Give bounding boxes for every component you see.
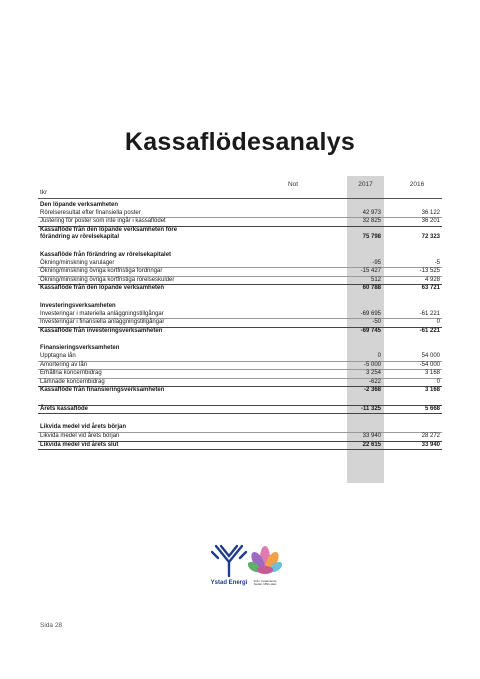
total-row: Kassaflöde från den löpande verksamheten före xyxy=(38,226,442,235)
ystad-energi-name: Ystad Energi xyxy=(210,580,248,586)
table-header xyxy=(38,176,442,198)
section-heading: Finansieringsverksamheten xyxy=(40,345,120,352)
ystad-energi-logo xyxy=(208,540,250,590)
lotus-caption: Från Ystadsande Sedan 1891-talet xyxy=(253,579,277,587)
section-heading: Likvida medel vid årets början xyxy=(40,424,127,431)
total-row: Kassaflöde från investeringsverksamheten -69 745 -61 221 xyxy=(40,327,440,334)
table-row: Amortering av lån -5 000 -54 000 xyxy=(40,361,440,368)
header-rule xyxy=(38,198,442,199)
table-row: Investeringar i finansiella anläggningstillgångar -50 0 xyxy=(40,319,440,326)
section-heading: Den löpande verksamheten xyxy=(40,202,119,208)
table-row: Likvida medel vid årets början 33 940 28 272 xyxy=(40,433,440,440)
unit-label: tkr xyxy=(40,189,48,196)
table-row: Justering för poster som inte ingår i kassaflödet 32 825 36 201 xyxy=(40,218,440,225)
year1-header: 2017 xyxy=(358,181,373,188)
table-row: Erhållna koncernbidrag 3 254 3 168 xyxy=(40,370,440,377)
closing-cash-row: Likvida medel vid årets slut 22 615 33 940 xyxy=(38,441,442,451)
total-row: Kassaflöde från den löpande verksamheten 60 788 63 721 xyxy=(40,285,440,292)
table-row: Lämnade koncernbidrag -622 0 xyxy=(40,378,440,385)
table-row: Ökning/minskning övriga kortfristiga rörelseskulder 512 4 928 xyxy=(40,276,440,283)
annual-cashflow-row: Årets kassaflöde -11 325 5 668 xyxy=(38,405,442,415)
table-row: Rörelseresultat efter finansiella poster 42 973 36 122 xyxy=(40,209,440,216)
lotus-flower-icon xyxy=(248,540,282,580)
table-row: Investeringar i materiella anläggningstillgångar -69 695 -61 221 xyxy=(40,310,440,317)
cashflow-table xyxy=(38,176,442,450)
section-heading: Kassaflöde från förändring av rörelsekapitalet xyxy=(40,251,172,258)
year2-header: 2016 xyxy=(409,181,425,188)
page-number: Sida 28 xyxy=(40,622,63,629)
total-row: Kassaflöde från finansieringsverksamheten -2 368 3 168 xyxy=(40,387,440,394)
ystad-logo-mark xyxy=(208,540,250,580)
section-heading: Investeringsverksamheten xyxy=(40,302,116,309)
page-title: Kassaflödesanalys xyxy=(124,128,356,156)
lotus-logo xyxy=(248,540,282,590)
table-row: Ökning/minskning övriga kortfristiga fordringar -15 427 -13 525 xyxy=(40,268,440,275)
total-row-cont: förändring av rörelsekapital 75 798 72 323 xyxy=(40,234,440,241)
table-row: Upptagna lån 0 54 000 xyxy=(40,352,440,359)
table-row: Ökning/minskning varulager -95 -5 xyxy=(40,259,440,266)
note-header: Not xyxy=(287,181,299,188)
